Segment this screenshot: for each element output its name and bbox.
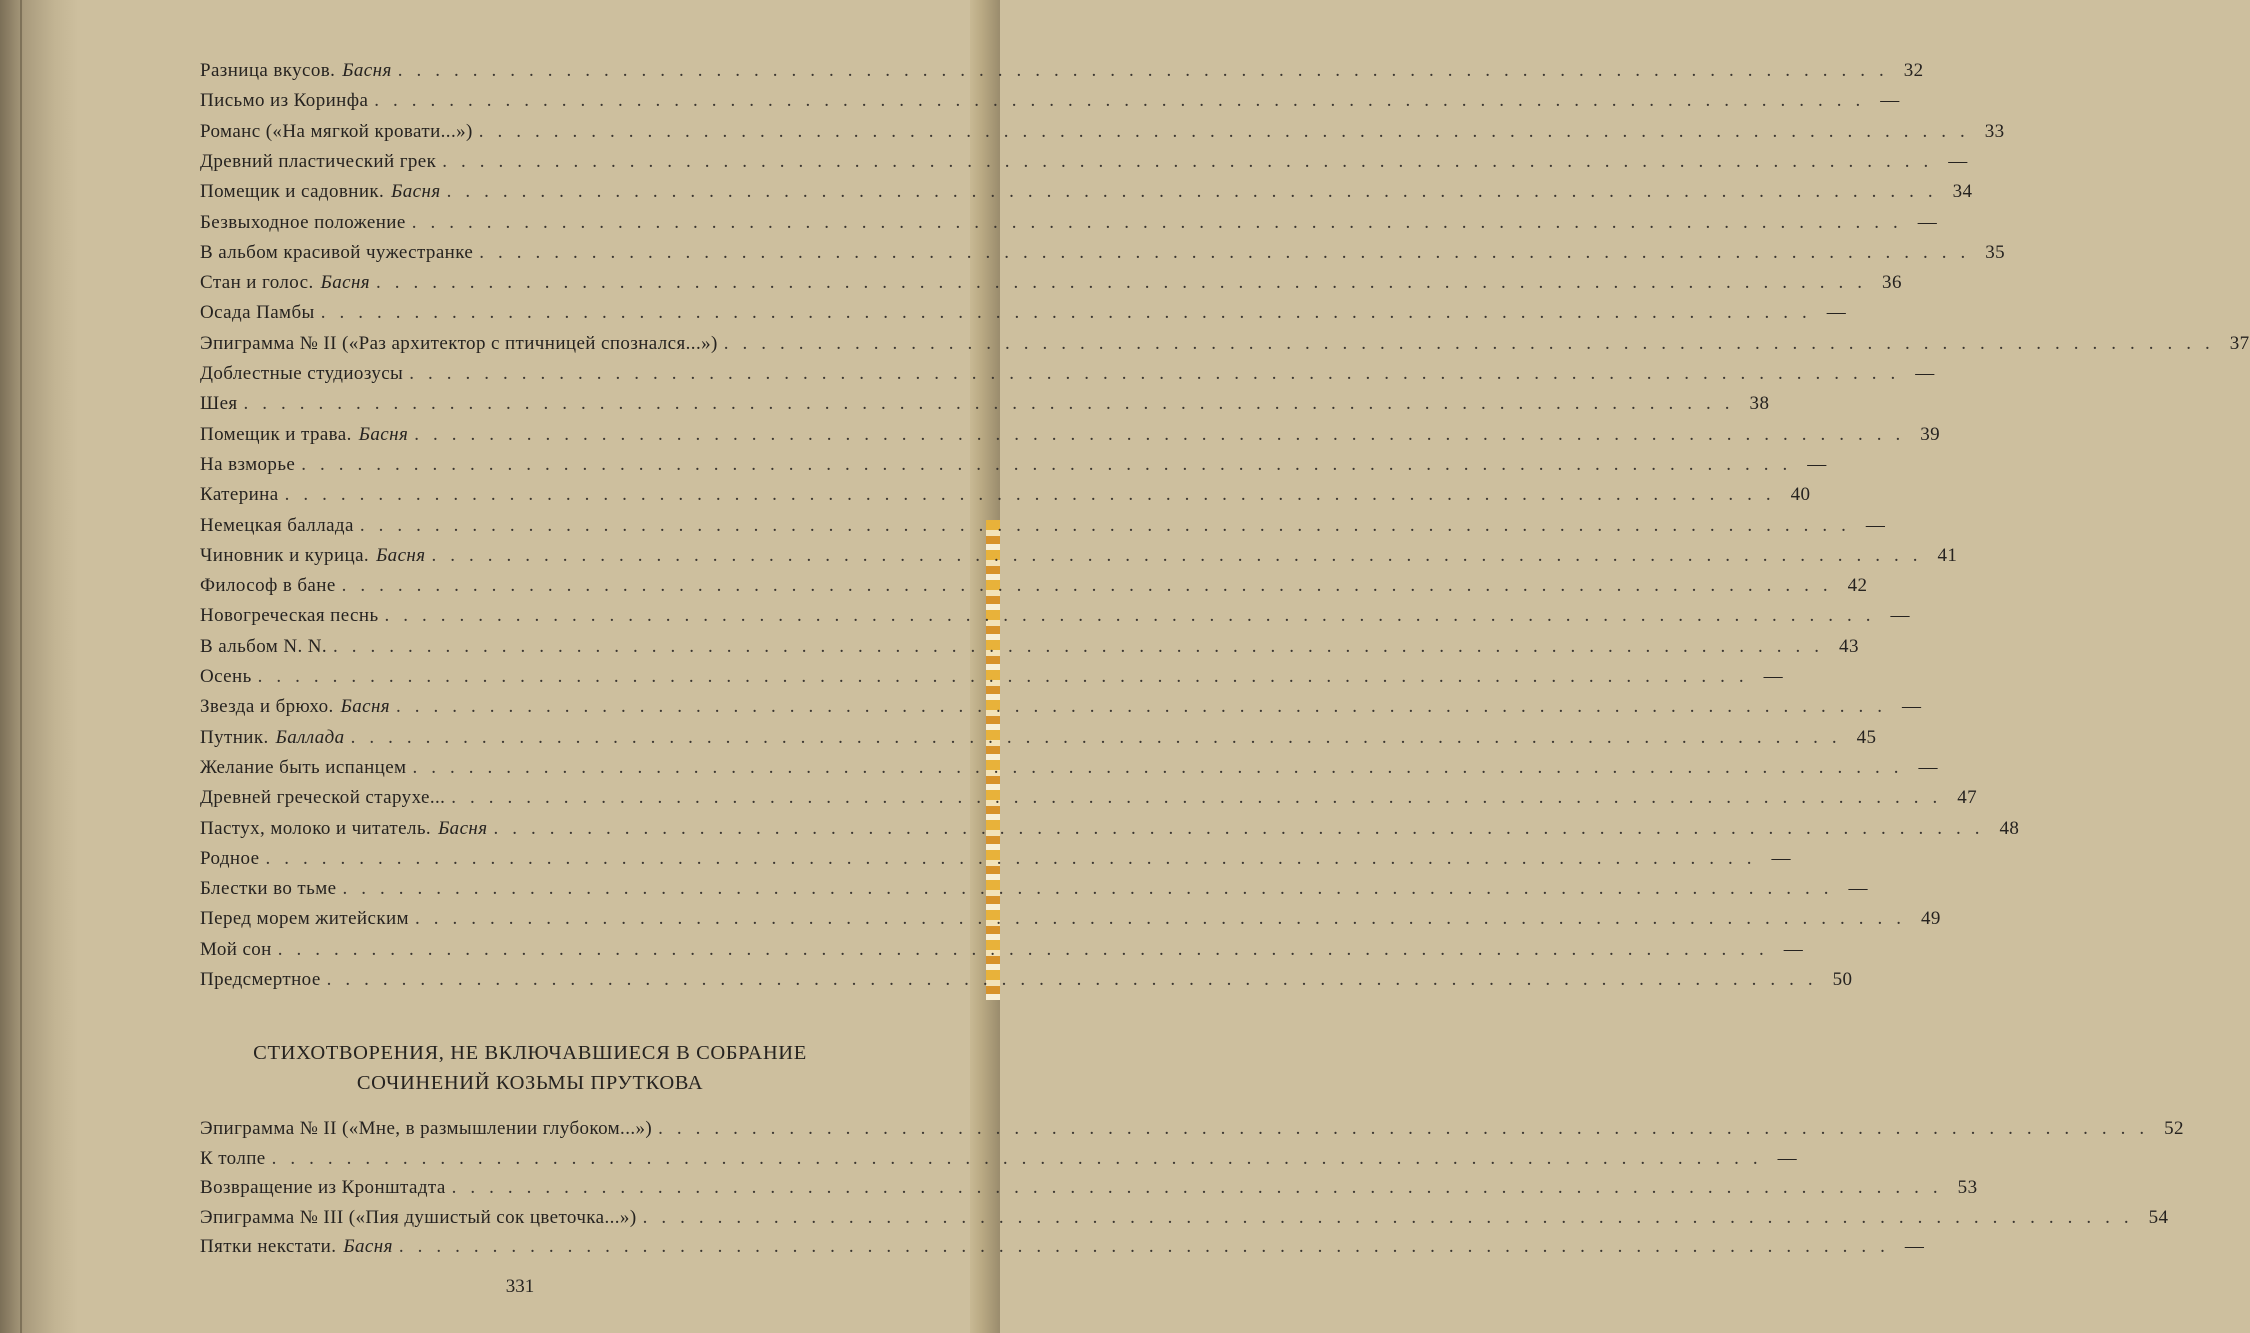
toc-entry-page: 40 [1790,484,1811,506]
dot-leader: ................................................................................ [376,272,1877,294]
toc-entry-page: 38 [1749,393,1770,415]
toc-entry-page: — [1826,302,1847,324]
toc-entry-page: 54 [2148,1206,2169,1228]
dot-leader: ................................................................................ [333,635,1834,657]
toc-entry-title: Новогреческая песнь [200,605,379,627]
dot-leader: ................................................................................ [398,1236,1899,1257]
dot-leader: ................................................................................ [326,969,1827,990]
toc-entry-title: Древней греческой старухе... [200,787,446,809]
dot-leader: ................................................................................ [451,1177,1952,1198]
toc-entry [200,575,1868,603]
toc-entry-title: Эпиграмма № III («Пия душистый сок цветочка...») [200,1206,637,1228]
toc-entry [200,544,1958,573]
toc-entry-title: Осада Памбы [200,302,315,324]
toc-entry-page: — [1902,696,1922,718]
toc-entry-title: Эпиграмма № II («Мне, в размышлении глубоком...») [200,1118,653,1139]
toc-entry-title: Катерина [200,484,279,506]
toc-entry-title: Помещик и садовник. [200,181,385,203]
dot-leader: ................................................................................ [342,878,1843,900]
toc-entry-page: — [1917,211,1938,233]
toc-entry [200,211,1938,240]
toc-entry [200,363,1935,391]
toc-entry [200,908,1941,936]
toc-entry-page: — [1915,363,1935,384]
toc-entry-page: — [1904,1236,1925,1257]
toc-entry [200,332,2250,361]
dot-leader: ................................................................................ [414,908,1915,930]
toc-entry [200,453,1827,482]
toc-entry-title: Пастух, молоко и читатель. [200,817,432,839]
toc-entry-title: Безвыходное положение [200,211,406,233]
dot-leader: ................................................................................ [277,938,1778,960]
toc-entry-title: Романс («На мягкой кровати...») [200,120,473,142]
dot-leader: ................................................................................ [284,484,1785,506]
toc-entry-title: К толпе [200,1147,266,1169]
dot-leader: ................................................................................ [478,120,1979,142]
dot-leader: ................................................................................ [723,332,2224,354]
toc-entry-page: — [1783,938,1804,960]
dot-leader: ................................................................................ [658,1118,2159,1139]
section-heading [200,1038,860,1098]
toc-entry-title: Помещик и трава. [200,423,352,445]
section-heading-line-2: СОЧИНЕНИЙ КОЗЬМЫ ПРУТКОВА [356,1072,704,1094]
toc-entry-genre: Басня [320,272,371,294]
toc-entry-page: 41 [1937,544,1958,566]
page-number: 331 [505,1276,535,1297]
toc-entry-title: На взморье [200,453,296,475]
toc-entry-page: — [1865,514,1886,536]
toc-entry-genre: Баллада [275,726,345,748]
toc-entry [200,1236,1925,1264]
toc-entry-genre: Басня [343,1236,393,1257]
toc-entry [200,484,1811,512]
dot-leader: ................................................................................ [431,544,1932,566]
toc-entry-title: Осень [200,666,252,687]
toc-entry-title: Разница вкусов. [200,60,336,81]
toc-entry [200,726,1877,755]
toc-entry-title: Желание быть испанцем [200,756,407,778]
toc-entry [200,393,1770,421]
toc-entry-title: Пятки некстати. [200,1236,337,1257]
toc-entry [200,969,1853,997]
toc-entry [200,423,1941,452]
toc-entry [200,90,1900,118]
toc-entry-page: — [1918,756,1938,778]
toc-entry-title: Письмо из Коринфа [200,90,369,112]
toc-entry-title: Стан и голос. [200,272,314,294]
toc-entry [200,150,1968,179]
toc-entry [200,302,1847,330]
toc-entry [200,696,1922,724]
dot-leader: ................................................................................ [350,726,1851,748]
dot-leader: ................................................................................ [411,211,1912,233]
dot-leader: ................................................................................ [642,1206,2143,1228]
toc-entry-title: Звезда и брюхо. [200,696,334,718]
toc-entry-genre: Басня [342,60,392,81]
toc-entry [200,60,1924,88]
toc-entry-page: 47 [1957,787,1978,809]
dot-leader: ................................................................................ [341,575,1842,597]
toc-entry-page: — [1777,1147,1798,1169]
toc-entry-page: 34 [1952,181,1973,203]
toc-entry-page: 43 [1839,635,1859,657]
toc-entry-genre: Басня [358,423,409,445]
dot-leader: ................................................................................ [414,423,1915,445]
toc-entry-page: 52 [2164,1118,2184,1139]
dot-leader: ................................................................................ [397,60,1898,81]
toc-entry-title: Блестки во тьме [200,878,337,900]
toc-entry-page: 49 [1920,908,1941,930]
toc-entry [200,181,1973,209]
dot-leader: ................................................................................ [396,696,1897,718]
toc-entry-title: Немецкая баллада [200,514,354,536]
toc-entry-page: 48 [1999,817,2020,839]
toc-entry-title: Эпиграмма № II («Раз архитектор с птичницей спознался...») [200,332,718,354]
dot-leader: ................................................................................ [257,666,1758,687]
toc-entry [200,514,1886,543]
toc-entry-page: 42 [1847,575,1868,597]
toc-entry-genre: Басня [438,817,488,839]
toc-entry-page: 37 [2229,332,2250,354]
toc-entry [200,120,2005,149]
dot-leader: ................................................................................ [243,393,1744,415]
toc-entry [200,787,1978,815]
toc-entry [200,635,1859,664]
toc-entry [200,666,1784,694]
toc-entry [200,938,1804,967]
dot-leader: ................................................................................ [320,302,1821,324]
toc-entry-page: — [1807,453,1827,475]
toc-entry [200,817,2020,846]
toc-entry-page: 45 [1856,726,1877,748]
toc-entry [200,1177,1978,1205]
toc-entry-page: 36 [1882,272,1902,294]
toc-entry-title: Родное [200,847,260,869]
toc-entry-genre: Басня [391,181,441,203]
dot-leader: ................................................................................ [442,150,1943,172]
toc-entry-page: — [1948,150,1968,172]
dot-leader: ................................................................................ [384,605,1885,627]
dot-leader: ................................................................................ [374,90,1875,112]
toc-entry [200,878,1868,906]
toc-entry-title: Возвращение из Кронштадта [200,1177,446,1198]
toc-entry [200,756,1938,785]
toc-entry [200,1147,1798,1176]
toc-entry-page: 53 [1957,1177,1978,1198]
toc-entry [200,605,1910,633]
toc-entry-title: Чиновник и курица. [200,544,370,566]
toc-entry [200,847,1791,876]
toc-entry-title: Древний пластический грек [200,150,437,172]
toc-entry-title: Шея [200,393,238,415]
toc-entry [200,1206,2169,1235]
dot-leader: ................................................................................ [412,756,1913,778]
toc-entry-page: — [1848,878,1868,900]
toc-entry-genre: Басня [376,544,426,566]
toc-entry-title: Доблестные студиозусы [200,363,404,384]
toc-entry-page: — [1880,90,1900,112]
section-heading-line-1: СТИХОТВОРЕНИЯ, НЕ ВКЛЮЧАВШИЕСЯ В СОБРАНИЕ [253,1042,807,1064]
dot-leader: ................................................................................ [479,241,1980,263]
toc-entry-title: Философ в бане [200,575,336,597]
toc-entry-page: 50 [1832,969,1853,990]
toc-entry [200,241,2006,270]
toc-entry [200,272,1902,300]
dot-leader: ................................................................................ [493,817,1994,839]
dot-leader: ................................................................................ [451,787,1952,809]
toc-entry-page: — [1771,847,1791,869]
dot-leader: ................................................................................ [446,181,1947,203]
dot-leader: ................................................................................ [271,1147,1772,1169]
toc-entry [200,1118,2184,1146]
dot-leader: ................................................................................ [265,847,1766,869]
toc-entry-page: 33 [1984,120,2005,142]
dot-leader: ................................................................................ [301,453,1802,475]
toc-entry-title: Предсмертное [200,969,321,990]
toc-entry-title: В альбом N. N. [200,635,328,657]
toc-entry-page: 32 [1903,60,1924,81]
toc-entry-title: Мой сон [200,938,272,960]
toc-entry-title: Путник. [200,726,269,748]
toc-entry-page: 39 [1920,423,1941,445]
toc-entry-title: Перед морем житейским [200,908,409,930]
page-fold-line [20,0,22,1333]
toc-entry-page: — [1890,605,1910,627]
dot-leader: ................................................................................ [409,363,1910,384]
toc-entry-page: — [1763,666,1784,687]
toc-entry-genre: Басня [340,696,391,718]
dot-leader: ................................................................................ [359,514,1860,536]
toc-entry-title: В альбом красивой чужестранке [200,241,474,263]
toc-entry-page: 35 [1985,241,2006,263]
book-spine-shadow [0,0,78,1333]
